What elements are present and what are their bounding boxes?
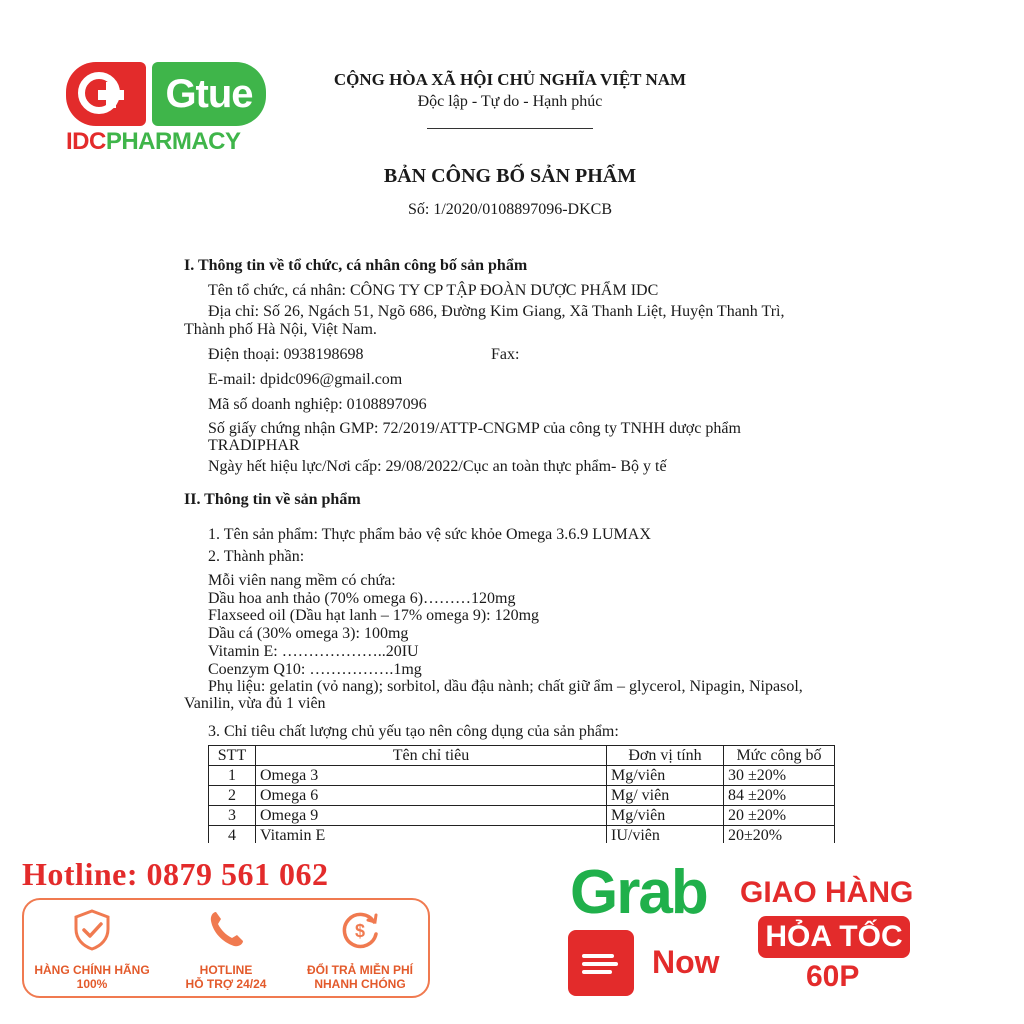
phone-icon [204,908,248,952]
table-row [209,766,835,786]
phone: Điện thoại: 0938198698 [208,346,364,363]
badge-return: $ ĐỔI TRẢ MIỄN PHÍ NHANH CHÓNG [300,908,420,991]
document-number: Số: 1/2020/0108897096-DKCB [407,201,612,218]
table-cell: Mg/viên [607,766,724,786]
motto: Độc lập - Tự do - Hạnh phúc [417,93,603,110]
logo-mark-icon [66,62,146,126]
ingredient-item: Dầu hoa anh thảo (70% omega 6)………120mg [208,590,516,607]
org-name: Tên tổ chức, cá nhân: CÔNG TY CP TẬP ĐOÀN DƯỢC PHẨM IDC [208,282,659,299]
table-cell: Omega 3 [256,766,607,786]
section-2-heading: II. Thông tin về sản phẩm [184,491,361,508]
quality-table-clip [200,740,860,843]
hotline-text[interactable]: Hotline: 0879 561 062 [22,856,329,892]
table-header: Tên chỉ tiêu [256,746,607,766]
excipients-line-2: Vanilin, vừa đủ 1 viên [184,695,326,712]
expiry: Ngày hết hiệu lực/Nơi cấp: 29/08/2022/Cục an toàn thực phẩm- Bộ y tế [208,458,667,475]
table-header-row [209,746,835,766]
section-1-heading: I. Thông tin về tổ chức, cá nhân công bố sản phẩm [184,257,528,274]
tax-code: Mã số doanh nghiệp: 0108897096 [208,396,427,413]
ingredient-item: Dầu cá (30% omega 3): 100mg [208,625,409,642]
table-cell: 30 ±20% [724,766,835,786]
grab-now-icon [568,930,634,996]
address-line-1: Địa chỉ: Số 26, Ngách 51, Ngõ 686, Đường Kim Giang, Xã Thanh Liệt, Huyện Thanh Trì, [208,303,785,320]
delivery-heading: GIAO HÀNG [740,876,914,909]
table-row [209,786,835,806]
product-name: 1. Tên sản phẩm: Thực phẩm bảo vệ sức khỏe Omega 3.6.9 LUMAX [208,526,651,543]
gmp-line-1: Số giấy chứng nhận GMP: 72/2019/ATTP-CNGMP của công ty TNHH dược phẩm [208,420,741,437]
now-text: Now [652,944,720,980]
table-cell: Omega 9 [256,806,607,826]
service-badges [22,898,430,998]
table-cell: 3 [209,806,256,826]
table-cell: 20±20% [724,826,835,844]
excipients-line-1: Phụ liệu: gelatin (vỏ nang); sorbitol, dầu đậu nành; chất giữ ẩm – glycerol, Nipagin, Nipasol, [208,678,803,695]
table-header: STT [209,746,256,766]
ingredient-item: Vitamin E: ………………..20IU [208,643,419,660]
ingredient-item: Coenzym Q10: …………….1mg [208,661,422,678]
table-cell: 20 ±20% [724,806,835,826]
table-cell: 4 [209,826,256,844]
badge-genuine: HÀNG CHÍNH HÃNG 100% [32,908,152,991]
document-title: BẢN CÔNG BỐ SẢN PHẨM [383,165,637,187]
grab-logo-text: Grab [570,858,707,927]
express-badge: HỎA TỐC [758,916,910,958]
email: E-mail: dpidc096@gmail.com [208,371,403,388]
logo-subtitle: IDCPHARMACY [66,128,241,155]
nation-heading: CỘNG HÒA XÃ HỘI CHỦ NGHĨA VIỆT NAM [333,70,687,89]
badge-hotline: HOTLINE HỖ TRỢ 24/24 [166,908,286,991]
table-header: Mức công bố [724,746,835,766]
table-cell: Omega 6 [256,786,607,806]
table-cell: Mg/ viên [607,786,724,806]
refund-icon [338,908,382,952]
ingredients-intro: Mỗi viên nang mềm có chứa: [208,572,396,589]
delivery-time: 60P [806,960,860,993]
table-row [209,826,835,844]
header-divider [427,128,593,129]
logo-brand-text: Gtue [152,62,266,126]
table-cell: 1 [209,766,256,786]
ingredients-heading: 2. Thành phần: [208,548,305,565]
table-cell: IU/viên [607,826,724,844]
address-line-2: Thành phố Hà Nội, Việt Nam. [184,321,377,338]
gmp-line-2: TRADIPHAR [208,437,300,454]
shield-check-icon [70,908,114,952]
quality-table [208,745,835,843]
table-cell: Vitamin E [256,826,607,844]
table-row [209,806,835,826]
svg-text:$: $ [354,921,366,941]
table-header: Đơn vị tính [607,746,724,766]
ingredient-item: Flaxseed oil (Dầu hạt lanh – 17% omega 9): 120mg [208,607,540,624]
quality-heading: 3. Chỉ tiêu chất lượng chủ yếu tạo nên công dụng của sản phẩm: [208,723,619,740]
table-cell: Mg/viên [607,806,724,826]
table-cell: 2 [209,786,256,806]
fax: Fax: [491,346,520,363]
table-cell: 84 ±20% [724,786,835,806]
